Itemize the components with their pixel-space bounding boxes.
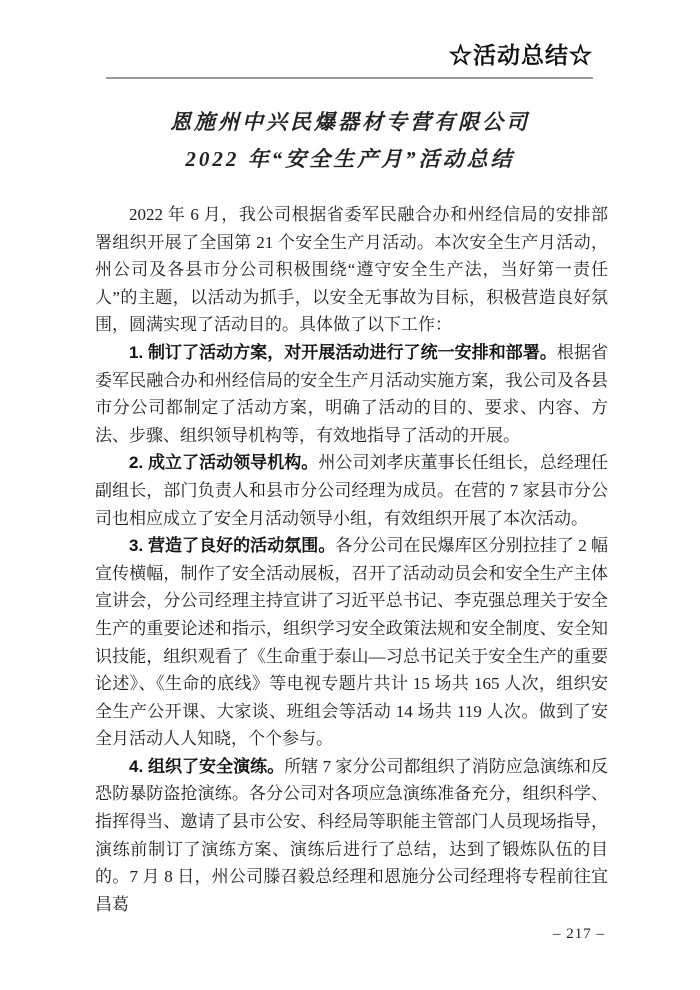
paragraph-intro (95, 201, 608, 339)
running-header-label: ☆活动总结☆ (449, 42, 593, 68)
document-body (95, 201, 608, 918)
paragraph-item-3-lead: 3. 营造了良好的活动氛围。 (129, 536, 336, 556)
paragraph-item-2-text: 州公司刘孝庆董事长任组长，总经理任副组长，部门负责人和县市分公司经理为成员。在营的 7 家县市分公司也相应成立了安全月活动领导小组，有效组织开展了本次活动。 (95, 453, 609, 528)
paragraph-item-4-text: 所辖 7 家分公司都组织了消防应急演练和反恐防暴防盗抢演练。各分公司对各项应急演练准备充分，组织科学、指挥得当、邀请了县市公安、科经局等职能主管部门人员现场指导，演练前制订了演练方案、演练后进行了总结，达到了锻炼队伍的目的。7 月 8 日，州公司滕召毅总经理和恩施分公司经理将专程前往宜昌葛 (95, 756, 609, 914)
paragraph-item-3-text: 各分公司在民爆库区分别拉挂了 2 幅宣传横幅，制作了安全活动展板，召开了活动动员会和安全生产主体宣讲会，分公司经理主持宣讲了习近平总书记、李克强总理关于安全生产的重要论述和指示，组织学习安全政策法规和安全制度、安全知识技能，组织观看了《生命重于泰山—习总书记关于安全生产的重要论述》、《生命的底线》等电视专题片共计 15 场共 165 人次，组织安全生产公开课、大家谈、班组会等活动 14 场共 119 人次。做到了安全月活动人人知晓，个个参与。 (95, 536, 608, 749)
paragraph-item-1-lead: 1. 制订了活动方案，对开展活动进行了统一安排和部署。 (129, 342, 557, 362)
paragraph-item-2 (95, 449, 608, 532)
running-header (106, 42, 593, 79)
document-title-block (0, 104, 700, 178)
page-number: – 217 – (553, 926, 605, 942)
header-rule-divider (106, 77, 593, 79)
paragraph-item-4-lead: 4. 组织了安全演练。 (129, 756, 285, 776)
paragraph-item-4 (95, 753, 608, 919)
paragraph-item-1 (95, 339, 608, 449)
document-title-subject: 2022 年“安全生产月”活动总结 (185, 147, 515, 171)
paragraph-item-2-lead: 2. 成立了活动领导机构。 (129, 453, 319, 473)
paragraph-intro-text: 2022 年 6 月，我公司根据省委军民融合办和州经信局的安排部署组织开展了全国第 21 个安全生产月活动。本次安全生产月活动，州公司及各县市分公司积极围绕“遵守安全生产法，当好第一责任人”的主题，以活动为抓手，以安全无事故为目标，积极营造良好氛围，圆满实现了活动目的。具体做了以下工作： (95, 205, 608, 335)
paragraph-item-1-text: 根据省委军民融合办和州经信局的安全生产月活动实施方案，我公司及各县市分公司都制定了活动方案，明确了活动的目的、要求、内容、方法、步骤、组织领导机构等，有效地指导了活动的开展。 (95, 342, 609, 445)
document-title-company: 恩施州中兴民爆器材专营有限公司 (170, 110, 530, 134)
paragraph-item-3 (95, 532, 608, 753)
